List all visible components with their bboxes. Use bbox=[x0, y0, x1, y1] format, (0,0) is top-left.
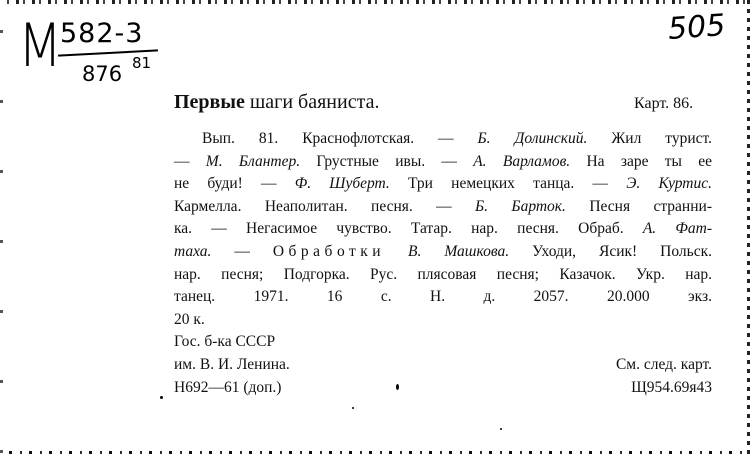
imprint-print-run: 20.000 экз. bbox=[606, 288, 713, 306]
description-line: нар. песня; Подгорка. Рус. плясовая песня; Казачок. Укр. нар. bbox=[174, 265, 712, 283]
description-line bbox=[174, 196, 712, 219]
text: На заре ты ее bbox=[570, 152, 713, 170]
scan-edge-left bbox=[0, 0, 3, 454]
scan-edge-top bbox=[0, 0, 750, 4]
imprint-reference: Н. д. 2057. bbox=[430, 288, 569, 306]
card-number: Карт. 86. bbox=[634, 95, 694, 112]
handwritten-shelf-number: 582-3 bbox=[60, 18, 144, 49]
spaced-text: Обработки bbox=[272, 242, 386, 260]
title-bold: Первые bbox=[174, 91, 245, 113]
author-name: А. Варламов. bbox=[473, 152, 571, 170]
author-name: А. Фат- bbox=[642, 220, 712, 238]
author-name: Б. Долинский. bbox=[477, 130, 588, 147]
text: Три немецких танца. — bbox=[389, 175, 627, 193]
text: Кармелла. Неаполитан. песня. — bbox=[174, 197, 476, 215]
library-name: Гос. б-ка СССР bbox=[174, 333, 276, 350]
scan-speck bbox=[352, 407, 354, 409]
imprint-pages: 16 с. bbox=[326, 288, 392, 306]
see-next-card: См. след. карт. bbox=[615, 356, 712, 373]
text: — bbox=[174, 152, 206, 170]
text: Грустные ивы. — bbox=[300, 152, 474, 170]
imprint-year: 1971. bbox=[253, 288, 289, 306]
book-title bbox=[174, 90, 379, 114]
description-line bbox=[174, 241, 712, 264]
scan-speck bbox=[500, 428, 502, 430]
text: не буди! — bbox=[174, 175, 295, 193]
text: Песня странни- bbox=[565, 197, 712, 215]
author-name: Ф. Шуберт. bbox=[294, 175, 390, 193]
text: ка. — Негасимое чувство. Татар. нар. песня. Обраб. bbox=[174, 220, 643, 238]
scan-speck bbox=[396, 384, 399, 390]
handwritten-author-mark: 876 bbox=[82, 62, 123, 86]
scan-speck bbox=[160, 396, 163, 399]
classification-index: Щ954.69я43 bbox=[631, 379, 712, 396]
author-name: Б. Барток. bbox=[475, 197, 566, 215]
description-line bbox=[174, 173, 712, 196]
description-line bbox=[174, 218, 712, 241]
library-name-continued: им. В. И. Ленина. bbox=[174, 356, 290, 373]
card-code: Н692—61 (доп.) bbox=[174, 379, 282, 396]
text: Жил турист. bbox=[587, 130, 712, 147]
author-name: таха. bbox=[174, 242, 212, 260]
description-line bbox=[174, 151, 712, 174]
title-rest: шаги баяниста. bbox=[244, 91, 380, 113]
text bbox=[385, 243, 408, 260]
handwritten-page-number: 505 bbox=[666, 8, 727, 47]
text: Вып. 81. Краснофлотская. — bbox=[202, 130, 478, 147]
description bbox=[174, 128, 712, 331]
author-name: Э. Куртис. bbox=[626, 175, 712, 193]
imprint-word: танец. bbox=[174, 288, 216, 306]
description-line bbox=[174, 128, 712, 151]
handwritten-shelf-letter: М bbox=[18, 11, 63, 81]
author-name: В. Машкова. bbox=[408, 242, 510, 260]
price-line: 20 к. bbox=[174, 310, 205, 328]
imprint-line bbox=[174, 286, 712, 309]
text: — bbox=[211, 242, 273, 260]
text: Уходи, Ясик! Польск. bbox=[509, 242, 712, 260]
author-name: М. Блантер. bbox=[205, 152, 301, 170]
handwritten-issue-mark: 81 bbox=[132, 54, 152, 72]
